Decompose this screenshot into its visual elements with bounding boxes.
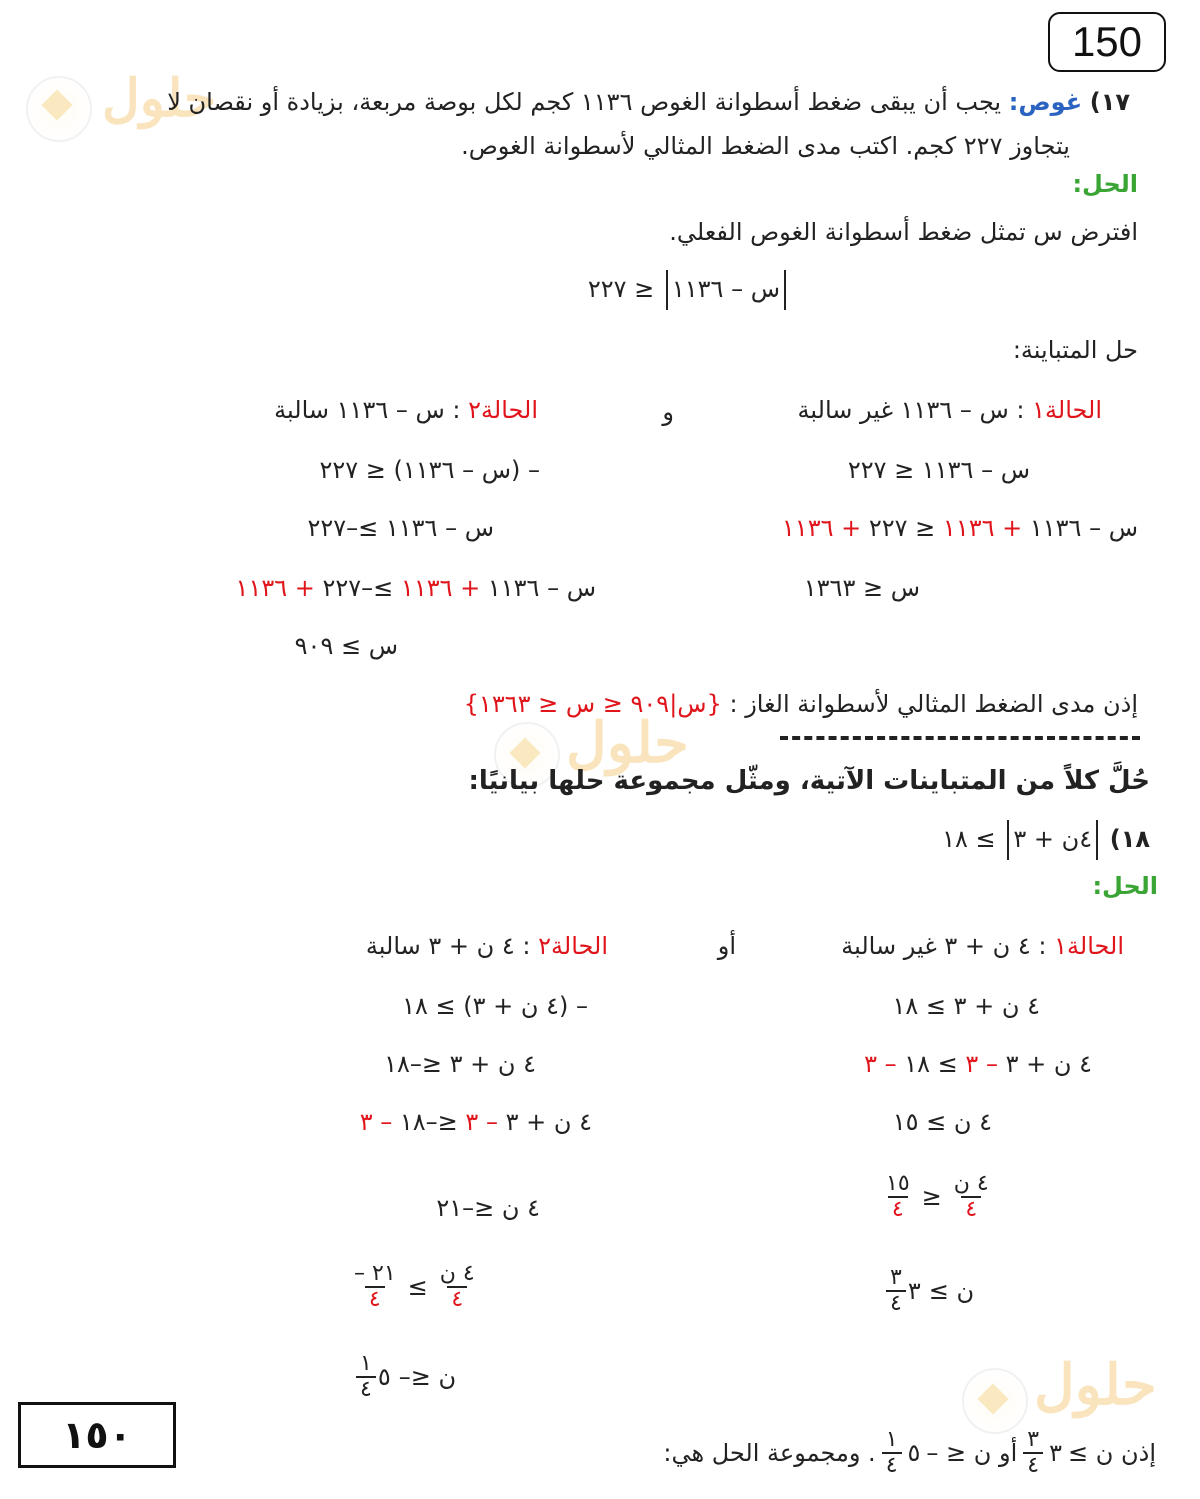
q18-number: ١٨): [1109, 825, 1150, 853]
watermark-text: حلول: [566, 710, 689, 776]
step-term: س – ١١٣٦: [1029, 514, 1138, 542]
q17-conclusion-text: إذن مدى الضغط المثالي لأسطوانة الغاز :: [729, 690, 1138, 718]
q17-text-line1: يجب أن يبقى ضغط أسطوانة الغوص ١١٣٦ كجم لكل بوصة مربعة، بزيادة أو نقصان لا: [167, 88, 1002, 116]
q17-case2-condition: : س – ١١٣٦ سالبة: [274, 396, 461, 424]
q18-case2-label: الحالة٢: [538, 932, 608, 960]
q18-case1-step4: $\frac{١٥}{٤}$ ≥ $\frac{\text{٤ ن}}{٤}$: [882, 1172, 993, 1222]
abs-bar-left: [1007, 820, 1009, 860]
watermark-diamond-icon: [509, 737, 540, 768]
watermark-diamond-icon: [977, 1383, 1008, 1414]
abs-bar-right: [1096, 820, 1098, 860]
step-term-red: + ١١٣٦: [235, 574, 315, 602]
step-term-red: + ١١٣٦: [781, 514, 862, 542]
q18-case1-condition: : ٤ ن + ٣ غير سالبة: [841, 932, 1047, 960]
step-term: ٤ ن + ٣: [1005, 1050, 1092, 1078]
q17-case1-step2: [782, 514, 1138, 542]
q17-assumption: افترض س تمثل ضغط أسطوانة الغوص الفعلي.: [669, 218, 1138, 246]
q18-case1-step5: $\frac{٣}{٤}$ ٣ ن ≥: [886, 1266, 974, 1316]
q17-case1-step3: س ≤ ١٣٦٣: [803, 574, 920, 602]
q18-case2-step2: ٤ ن + ٣ ≤–١٨: [384, 1050, 536, 1078]
abs-bar-left: [784, 270, 786, 310]
watermark-diamond-icon: [41, 89, 72, 120]
q17-absolute-inequality: [588, 270, 790, 310]
fraction: $\frac{١}{٤}$: [356, 1352, 376, 1402]
q17-case2-step4: س ≥ ٩٠٩: [294, 632, 398, 660]
q18-case2-step6: $\frac{١}{٤}$ ٥ ن ≤–: [356, 1352, 456, 1402]
q18-abs-rhs: ≥ ١٨: [942, 825, 996, 853]
step-term-red: – ٣: [864, 1050, 897, 1078]
q18-conclusion: إذن ن ≥ ٣ $\frac{٣}{٤}$ أو ن ≤ – ٥ $\frac{١}{٤}$ . ومجموعة الحل هي:: [663, 1427, 1156, 1479]
step-term: ≤ ٢٢٧: [868, 514, 936, 542]
page-number-badge: 150: [1048, 12, 1166, 72]
q18-case1-heading: [841, 932, 1124, 960]
q17-case2-heading: [274, 396, 538, 424]
q18-connector: أو: [717, 932, 736, 960]
q17-case1-heading: [798, 396, 1102, 424]
step-term: س – ١١٣٦: [487, 574, 596, 602]
fraction: $\frac{١٥}{٤}$: [886, 1171, 910, 1223]
q18-case2-step4: ٤ ن ≤–٢١: [436, 1194, 540, 1222]
fraction: $\frac{\text{٤ ن}}{٤}$: [439, 1261, 475, 1313]
step-term: ≥–٢٢٧: [322, 574, 394, 602]
q18-case1-step3: ٤ ن ≥ ١٥: [892, 1108, 992, 1136]
q17-conclusion: [464, 690, 1138, 718]
q18-case2-heading: [366, 932, 608, 960]
fraction: $\frac{- ٢١}{٤}$: [354, 1261, 396, 1313]
fraction: $\frac{٣}{٤}$: [886, 1266, 906, 1316]
q17-case2-step2: س – ١١٣٦ ≥–٢٢٧: [307, 514, 494, 542]
step-term-red: + ١١٣٦: [942, 514, 1023, 542]
q17-solve-label: حل المتباينة:: [1012, 336, 1138, 364]
step-term-red: – ٣: [465, 1108, 498, 1136]
step-term-red: + ١١٣٦: [400, 574, 481, 602]
q17-case1-condition: : س – ١١٣٦ غير سالبة: [797, 396, 1025, 424]
watermark-logo-bottom: [960, 1352, 1180, 1438]
q18-inequality: [942, 820, 1150, 860]
step-term: ٤ ن + ٣: [505, 1108, 592, 1136]
q18-abs-expr: ٤ن + ٣: [1013, 825, 1093, 853]
q18-case2-condition: : ٤ ن + ٣ سالبة: [365, 932, 531, 960]
q18-case1-step1: ٤ ن + ٣ ≥ ١٨: [892, 992, 1040, 1020]
abs-bar-right: [666, 270, 668, 310]
q17-case2-step3: [236, 574, 596, 602]
q18-case2-step1: – (٤ ن + ٣) ≥ ١٨: [402, 992, 588, 1020]
step-term: ≥ ١٨: [904, 1050, 958, 1078]
q17-case1-label: الحالة١: [1032, 396, 1102, 424]
q17-connector: و: [662, 398, 674, 426]
watermark-circle-icon: [962, 1368, 1028, 1434]
watermark-text: حلول: [1034, 1352, 1157, 1418]
q18-case1-step2: [864, 1050, 1092, 1078]
q17-text-line2: يتجاوز ٢٢٧ كجم. اكتب مدى الضغط المثالي لأسطوانة الغوص.: [461, 132, 1070, 160]
step-term: ≤–١٨: [399, 1108, 458, 1136]
step-term-red: – ٣: [359, 1108, 393, 1136]
q18-solution-label: الحل:: [1092, 872, 1158, 900]
q18-case1-label: الحالة١: [1054, 932, 1124, 960]
q17-case1-step1: س – ١١٣٦ ≤ ٢٢٧: [847, 456, 1030, 484]
fraction: $\frac{٣}{٤}$: [1023, 1428, 1043, 1478]
q18-case2-step3: [360, 1108, 592, 1136]
step-term-red: – ٣: [965, 1050, 998, 1078]
q17-solution-set: {س|٩٠٩ ≤ س ≤ ١٣٦٣}: [463, 690, 722, 718]
q17-number: ١٧): [1089, 88, 1130, 116]
footer-page-number: ١٥٠: [18, 1402, 176, 1468]
section-heading: حُلَّ كلاً من المتباينات الآتية، ومثّل مجموعة حلها بيانيًا:: [468, 766, 1150, 796]
q18-case2-step5: $\frac{- ٢١}{٤}$ ≤ $\frac{\text{٤ ن}}{٤}$: [350, 1262, 479, 1312]
q17-statement-line1: [167, 88, 1130, 116]
fraction: $\frac{١}{٤}$: [882, 1428, 902, 1478]
section-divider: [780, 736, 1140, 740]
q17-case2-label: الحالة٢: [468, 396, 538, 424]
fraction: $\frac{\text{٤ ن}}{٤}$: [953, 1171, 989, 1223]
q17-case2-step1: – (س – ١١٣٦) ≤ ٢٢٧: [319, 456, 540, 484]
watermark-text: حلول: [102, 68, 217, 129]
watermark-circle-icon: [26, 76, 92, 142]
q17-topic: غوص:: [1008, 88, 1083, 116]
q17-abs-rhs: ≤ ٢٢٧: [587, 275, 655, 303]
q17-abs-expr: س – ١١٣٦: [671, 275, 780, 303]
q17-solution-label: الحل:: [1072, 170, 1138, 198]
